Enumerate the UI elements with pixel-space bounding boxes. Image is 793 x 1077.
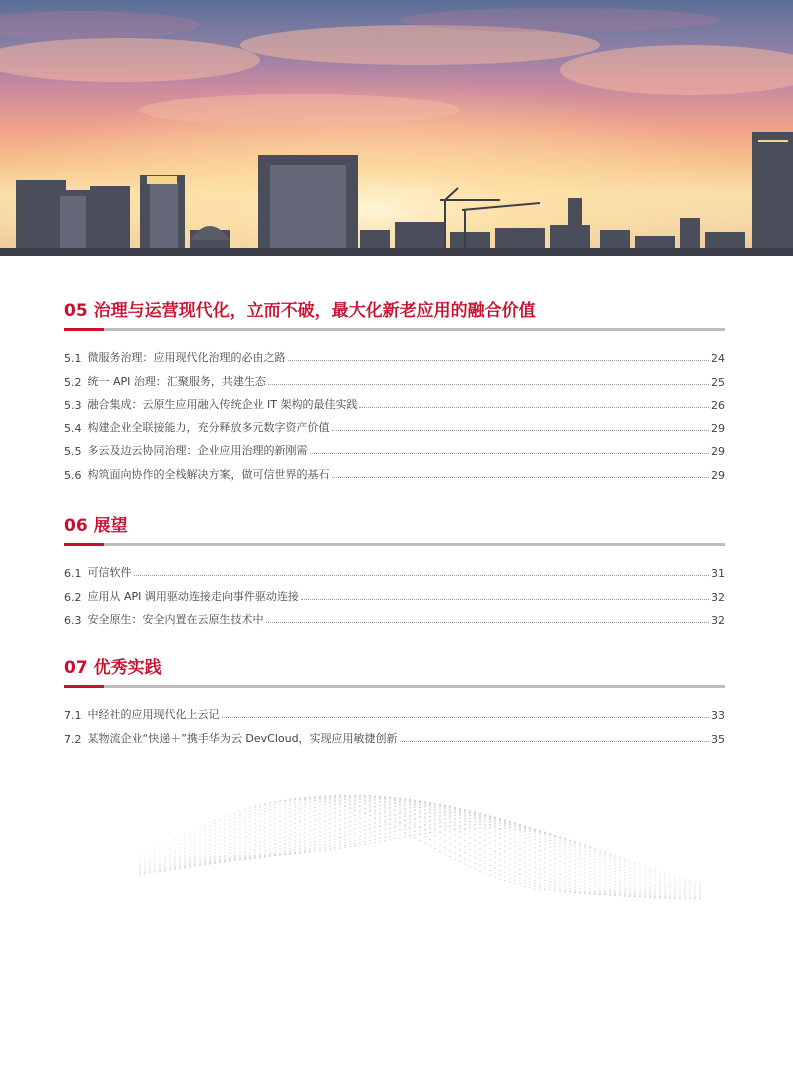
entry-label: 安全原生：安全内置在云原生技术中	[87, 612, 264, 626]
entry-page: 25	[711, 375, 725, 389]
entry-label: 可信软件	[87, 566, 132, 580]
entry-number: 5.2	[64, 375, 82, 389]
toc-entry[interactable]	[64, 342, 725, 365]
dot-leader	[332, 429, 710, 431]
skyline-illustration	[0, 0, 793, 256]
entry-label: 融合集成：云原生应用融入传统企业 IT 架构的最佳实践	[87, 397, 358, 411]
entry-page: 32	[711, 613, 725, 627]
entry-label: 某物流企业“快递＋”携手华为云 DevCloud，实现应用敏捷创新	[87, 731, 398, 745]
section-rule	[64, 328, 725, 332]
dot-leader	[222, 716, 710, 718]
toc-section-06	[64, 515, 725, 627]
hero-skyline-image	[0, 0, 793, 256]
toc-entry[interactable]	[64, 389, 725, 412]
section-title: 05 治理与运营现代化，立而不破，最大化新老应用的融合价值	[64, 301, 536, 321]
entry-page: 33	[711, 709, 725, 723]
entry-number: 7.1	[64, 709, 82, 723]
entry-number: 6.3	[64, 613, 82, 627]
entry-label: 微服务治理：应用现代化治理的必由之路	[87, 351, 286, 365]
toc-entry[interactable]	[64, 458, 725, 481]
entry-label: 统一 API 治理：汇聚服务，共建生态	[87, 374, 266, 388]
toc-entry[interactable]	[64, 604, 725, 627]
dot-leader	[310, 452, 710, 454]
toc-section-05	[64, 300, 725, 482]
toc-entry[interactable]	[64, 365, 725, 388]
dot-leader	[332, 476, 710, 478]
decorative-wave-graphic	[0, 780, 793, 940]
entry-label: 应用从 API 调用驱动连接走向事件驱动连接	[87, 589, 299, 603]
entry-page: 35	[711, 732, 725, 746]
toc-entry[interactable]	[64, 435, 725, 458]
dot-leader	[400, 740, 709, 742]
entry-number: 5.5	[64, 445, 82, 459]
section-title: 07 优秀实践	[64, 658, 162, 678]
entry-number: 6.1	[64, 567, 82, 581]
entry-page: 31	[711, 567, 725, 581]
dot-leader	[301, 598, 709, 600]
toc-entry[interactable]	[64, 412, 725, 435]
entry-number: 5.6	[64, 468, 82, 482]
entry-label: 中经社的应用现代化上云记	[87, 708, 220, 722]
toc-entry[interactable]	[64, 580, 725, 603]
entry-page: 24	[711, 352, 725, 366]
entry-page: 29	[711, 422, 725, 436]
entry-number: 5.3	[64, 398, 82, 412]
toc-entry[interactable]	[64, 699, 725, 722]
entry-page: 29	[711, 468, 725, 482]
entry-page: 26	[711, 398, 725, 412]
toc-list	[64, 699, 725, 746]
entry-number: 7.2	[64, 732, 82, 746]
section-title: 06 展望	[64, 516, 128, 536]
entry-page: 29	[711, 445, 725, 459]
entry-number: 5.4	[64, 422, 82, 436]
entry-number: 5.1	[64, 352, 82, 366]
toc-list	[64, 342, 725, 482]
dot-leader	[268, 383, 709, 385]
dot-leader	[266, 621, 710, 623]
toc-entry[interactable]	[64, 557, 725, 580]
dot-leader	[359, 406, 709, 408]
toc-list	[64, 557, 725, 627]
entry-label: 构建企业全联接能力，充分释放多元数字资产价值	[87, 421, 330, 435]
section-rule	[64, 685, 725, 689]
dot-leader	[134, 574, 710, 576]
entry-label: 多云及边云协同治理：企业应用治理的新刚需	[87, 444, 308, 458]
toc-entry[interactable]	[64, 722, 725, 745]
section-rule	[64, 543, 725, 547]
toc-section-07	[64, 657, 725, 746]
entry-page: 32	[711, 590, 725, 604]
entry-number: 6.2	[64, 590, 82, 604]
dot-leader	[288, 359, 710, 361]
entry-label: 构筑面向协作的全栈解决方案，做可信世界的基石	[87, 467, 330, 481]
